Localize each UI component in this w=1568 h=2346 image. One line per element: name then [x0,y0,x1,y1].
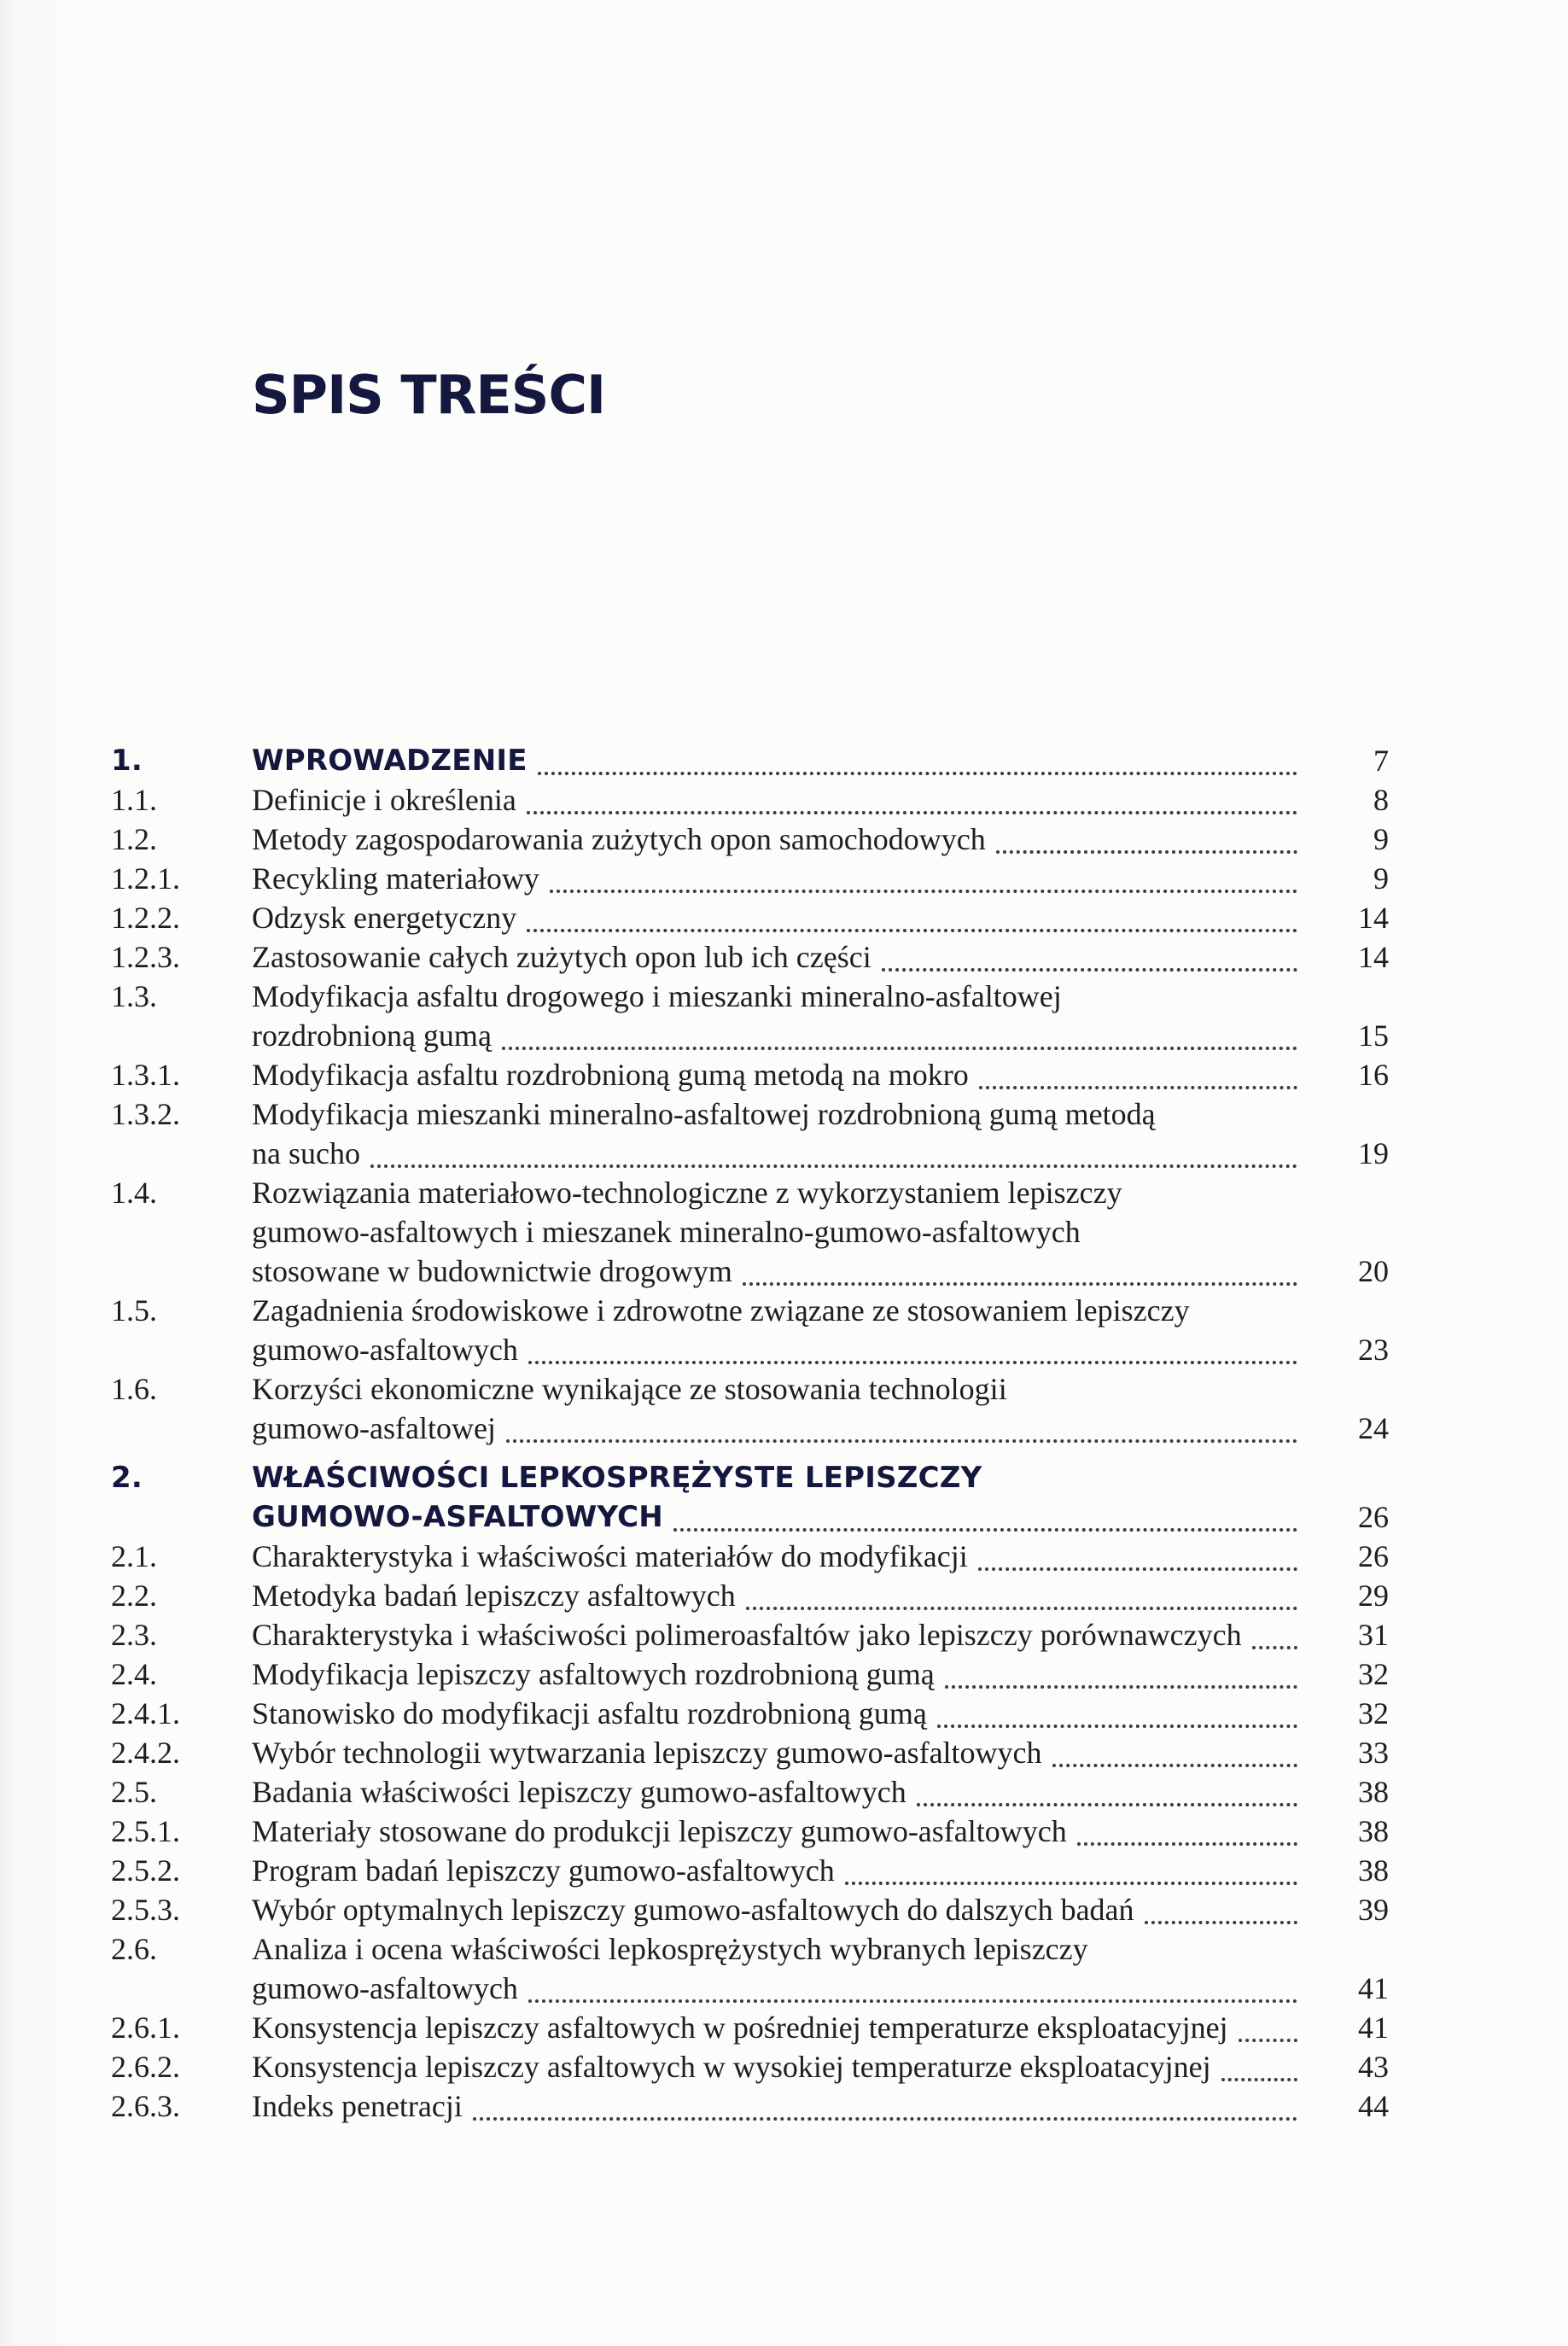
dot-leader [978,1528,1297,1571]
toc-entry-title: Definicje i określenia [252,783,516,817]
toc-page-number: 29 [1358,1579,1389,1613]
toc-entry-title: Modyfikacja lepiszczy asfaltowych rozdrobnioną gumą [252,1657,935,1691]
toc-entry-number: 2.3. [111,1618,157,1652]
dot-leader [1221,2039,1297,2081]
dot-leader [845,1842,1297,1885]
toc-page-number: 23 [1358,1333,1389,1367]
toc-entry-title: Badania właściwości lepiszczy gumowo-asfaltowych [252,1775,906,1809]
toc-page-number: 8 [1373,783,1389,817]
toc-entry-title: WPROWADZENIE [252,744,528,778]
dot-leader [527,772,1297,814]
toc-entry-number: 1.2.1. [111,861,180,896]
toc-entry-number: 2.4.2. [111,1736,180,1770]
toc-row[interactable] [0,1409,1568,1448]
toc-entry-number: 2.5.1. [111,1814,180,1848]
toc-row[interactable] [0,1890,1568,1929]
toc-page-number: 7 [1373,744,1389,778]
toc-page-number: 41 [1358,2010,1389,2045]
dot-leader [746,1567,1297,1610]
toc-entry-number: 1. [111,744,143,778]
dot-leader [743,1243,1297,1286]
toc-page-number: 9 [1373,861,1389,896]
dot-leader [1239,1999,1297,2042]
toc-entry-number: 2.2. [111,1579,157,1613]
toc-row[interactable] [0,1733,1568,1772]
toc-entry-title: gumowo-asfaltowych [252,1333,518,1367]
toc-entry-title: Metodyka badań lepiszczy asfaltowych [252,1579,736,1613]
toc-page-number: 43 [1358,2050,1389,2084]
dot-leader [502,1007,1297,1050]
toc-row[interactable] [0,937,1568,977]
toc-entry-title: Modyfikacja asfaltu rozdrobnioną gumą metodą na mokro [252,1058,969,1092]
toc-page-number: 32 [1358,1696,1389,1730]
dot-leader [370,1125,1297,1168]
toc-entry-number: 1.2. [111,822,157,856]
toc-row[interactable] [0,1576,1568,1615]
toc-entry-number: 1.3. [111,979,157,1013]
toc-entry-number: 2.6. [111,1932,157,1966]
toc-entry-number: 1.3.2. [111,1097,180,1131]
toc-row[interactable] [0,1330,1568,1369]
toc-page-number: 26 [1358,1500,1389,1534]
toc-entry-title: Modyfikacja asfaltu drogowego i mieszanki mineralno-asfaltowej [252,979,1062,1013]
toc-page-number: 19 [1358,1136,1389,1170]
toc-entry-title: Konsystencja lepiszczy asfaltowych w pośredniej temperaturze eksploatacyjnej [252,2010,1228,2045]
dot-leader [527,890,1297,932]
toc-row[interactable] [0,2086,1568,2126]
dot-leader [996,811,1297,854]
toc-entry-number: 2.6.2. [111,2050,180,2084]
toc-row[interactable] [0,1969,1568,2008]
toc-page-number: 14 [1358,940,1389,974]
toc-entry-title: Analiza i ocena właściwości lepkosprężystych wybranych lepiszczy [252,1932,1088,1966]
toc-entry-number: 1.1. [111,783,157,817]
toc-chapter-row[interactable] [0,1497,1568,1537]
toc-entry-title: gumowo-asfaltowej [252,1411,496,1445]
toc-entry-number: 1.3.1. [111,1058,180,1092]
toc-entry-number: 1.6. [111,1372,157,1406]
toc-row[interactable] [0,898,1568,937]
toc-page-number: 44 [1358,2089,1389,2123]
toc-entry-title: rozdrobnioną gumą [252,1018,492,1053]
toc-row[interactable] [0,1055,1568,1094]
toc-entry-title: Indeks penetracji [252,2089,463,2123]
toc-entry-number: 2.4.1. [111,1696,180,1730]
dot-leader [506,1400,1297,1443]
toc-entry-title: Charakterystyka i właściwości materiałów do modyfikacji [252,1539,968,1573]
toc-row[interactable] [0,1252,1568,1291]
toc-page-number: 33 [1358,1736,1389,1770]
toc-entry-number: 1.2.2. [111,901,180,935]
page-title: SPIS TREŚCI [252,364,606,426]
toc-page-number: 26 [1358,1539,1389,1573]
dot-leader [1077,1803,1297,1846]
dot-leader [917,1764,1297,1806]
toc-entry-title: GUMOWO-ASFALTOWYCH [252,1500,663,1534]
dot-leader [945,1646,1297,1689]
toc-entry-title: Metody zagospodarowania zużytych opon samochodowych [252,822,986,856]
toc-entry-title: Wybór technologii wytwarzania lepiszczy gumowo-asfaltowych [252,1736,1042,1770]
toc-row[interactable] [0,1615,1568,1654]
toc-entry-title: Rozwiązania materiałowo-technologiczne z wykorzystaniem lepiszczy [252,1176,1122,1210]
toc-entry-number: 2.5.2. [111,1853,180,1888]
toc-row[interactable] [0,1134,1568,1173]
toc-entry-title: Materiały stosowane do produkcji lepiszczy gumowo-asfaltowych [252,1814,1067,1848]
dot-leader [979,1047,1297,1089]
toc-row[interactable] [0,2008,1568,2047]
toc-entry-number: 2.6.3. [111,2089,180,2123]
dot-leader [538,732,1297,775]
toc-entry-title: Odzysk energetyczny [252,901,517,935]
toc-page-number: 16 [1358,1058,1389,1092]
toc-row[interactable] [0,1016,1568,1055]
dot-leader [550,850,1297,893]
toc-row[interactable] [0,1173,1568,1212]
dot-leader [1145,1882,1297,1924]
toc-page-number: 20 [1358,1254,1389,1288]
toc-page-number: 38 [1358,1814,1389,1848]
toc-row[interactable] [0,1694,1568,1733]
toc-entry-title: WŁAŚCIWOŚCI LEPKOSPRĘŻYSTE LEPISZCZY [252,1461,982,1495]
toc-row[interactable] [0,1772,1568,1812]
dot-leader [528,1322,1297,1364]
dot-leader [1252,1607,1297,1649]
toc-entry-number: 1.2.3. [111,940,180,974]
toc-entry-title: Wybór optymalnych lepiszczy gumowo-asfaltowych do dalszych badań [252,1893,1134,1927]
toc-entry-title: Modyfikacja mieszanki mineralno-asfaltowej rozdrobnioną gumą metodą [252,1097,1156,1131]
dot-leader [1052,1724,1297,1767]
toc-page-number: 31 [1358,1618,1389,1652]
toc-row[interactable] [0,1654,1568,1694]
dot-leader [528,1960,1297,2003]
toc-entry-title: Stanowisko do modyfikacji asfaltu rozdrobnioną gumą [252,1696,927,1730]
toc-entry-title: Konsystencja lepiszczy asfaltowych w wysokiej temperaturze eksploatacyjnej [252,2050,1211,2084]
toc-page-number: 39 [1358,1893,1389,1927]
toc-entry-number: 2.6.1. [111,2010,180,2045]
toc-entry-title: gumowo-asfaltowych i mieszanek mineralno-gumowo-asfaltowych [252,1215,1081,1249]
toc-entry-number: 2.4. [111,1657,157,1691]
toc-row[interactable] [0,1812,1568,1851]
dot-leader [882,929,1297,972]
toc-page-number: 24 [1358,1411,1389,1445]
toc-entry-title: Zagadnienia środowiskowe i zdrowotne związane ze stosowaniem lepiszczy [252,1293,1190,1328]
toc-entry-title: stosowane w budownictwie drogowym [252,1254,732,1288]
toc-entry-title: Recykling materiałowy [252,861,539,896]
toc-row[interactable] [0,1851,1568,1890]
toc-entry-number: 2. [111,1461,143,1495]
toc-page-number: 32 [1358,1657,1389,1691]
toc-entry-number: 1.4. [111,1176,157,1210]
toc-entry-number: 2.5. [111,1775,157,1809]
toc-page-number: 15 [1358,1018,1389,1053]
toc-entry-number: 2.1. [111,1539,157,1573]
toc-page-number: 38 [1358,1775,1389,1809]
toc-page-number: 38 [1358,1853,1389,1888]
toc-entry-title: Zastosowanie całych zużytych opon lub ich części [252,940,871,974]
toc-entry-number: 2.5.3. [111,1893,180,1927]
toc-entry-title: na sucho [252,1136,360,1170]
toc-entry-title: Korzyści ekonomiczne wynikające ze stosowania technologii [252,1372,1007,1406]
toc-entry-title: Charakterystyka i właściwości polimeroasfaltów jako lepiszczy porównawczych [252,1618,1242,1652]
dot-leader [673,1489,1297,1532]
toc-entry-number: 1.5. [111,1293,157,1328]
toc-page-number: 9 [1373,822,1389,856]
toc-entry-title: gumowo-asfaltowych [252,1971,518,2005]
toc-entry-title: Program badań lepiszczy gumowo-asfaltowych [252,1853,835,1888]
toc-row[interactable] [0,780,1568,820]
dot-leader [473,2078,1297,2121]
toc-page-number: 14 [1358,901,1389,935]
toc-page-number: 41 [1358,1971,1389,2005]
dot-leader [937,1685,1297,1728]
